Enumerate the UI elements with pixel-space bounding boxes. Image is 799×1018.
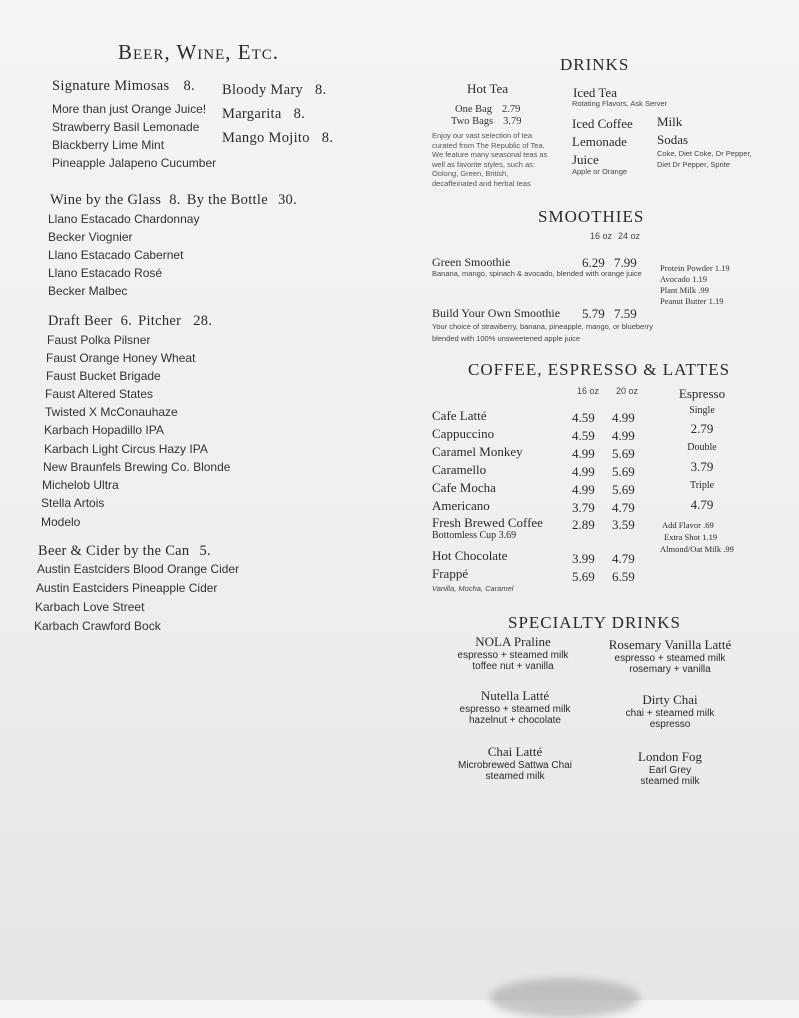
coffee-item-name: Caramello [432,462,487,477]
specialty-drink-desc: espresso [649,719,691,730]
signature-price: 8. [183,78,195,94]
specialty-drink-desc: rosemary + vanilla [629,664,711,675]
cocktail-price: 8. [315,82,327,98]
iced-tea-note: Rotating Flavors, Ask Server [572,99,668,108]
signature-label: Signature Mimosas [52,78,170,94]
coffee-extra: Extra Shot 1.19 [664,532,718,542]
pitcher-label: Pitcher [138,313,182,329]
can-item: Austin Eastciders Blood Orange Cider [37,562,240,576]
draft-item: Stella Artois [41,496,105,510]
coffee-title: COFFEE, ESPRESSO & LATTES [468,360,731,379]
specialty-drink [450,744,580,782]
frappe-name: Frappé [432,566,469,581]
draft-item: Karbach Light Circus Hazy IPA [44,442,208,456]
iced-coffee-label: Iced Coffee [572,116,633,131]
coffee-item-price: 4.99 [572,446,595,461]
wine-item: Becker Malbec [48,284,128,298]
smoothie-addon: Plant Milk .99 [660,285,709,295]
bottle-label: By the Bottle [186,192,268,208]
sodas-note: Diet Dr Pepper, Sprite [657,160,730,169]
frappe-desc: Vanilla, Mocha, Caramel [432,584,514,593]
draft-item: New Braunfels Brewing Co. Blonde [43,460,231,474]
wine-item: Llano Estacado Chardonnay [48,212,200,226]
one-bag-row [455,104,520,115]
juice-note: Apple or Orange [572,167,628,176]
wine-item: Llano Estacado Cabernet [48,248,184,262]
specialty-drink [605,749,735,787]
byo-smoothie-desc: blended with 100% unsweetened apple juice [432,334,581,343]
specialty-drink-name: NOLA Praline [475,634,551,649]
specialty-drink-desc: steamed milk [640,776,700,787]
coffee-item-price: 4.99 [572,482,595,497]
specialty-drink-desc: Earl Grey [648,765,692,776]
two-bags-row [451,116,522,127]
coffee-item-name: Fresh Brewed Coffee [432,515,543,530]
one-bag-label: One Bag [455,104,493,115]
smoothie-addon: Avocado 1.19 [660,274,708,284]
beer-wine-title: Beer, Wine, Etc. [118,40,280,64]
coffee-item-price: 5.69 [612,446,635,461]
coffee-extra: Almond/Oat Milk .99 [660,544,734,554]
draft-heading [48,313,212,330]
smoothie-size: 24 oz [618,231,641,241]
specialty-drink [448,634,578,672]
cocktail-label: Mango Mojito [222,130,310,146]
green-smoothie-price: 7.99 [614,255,637,270]
wine-heading [50,192,297,209]
wine-item: Becker Viognier [48,230,133,244]
espresso-triple-price: 4.79 [690,497,714,512]
coffee-item-price: 4.99 [612,428,635,443]
page-shadow [490,978,640,1018]
can-heading [38,543,211,560]
specialty-drink [450,688,580,726]
can-price: 5. [199,543,211,559]
draft-item: Michelob Ultra [42,478,119,492]
espresso-title: Espresso [678,386,726,401]
draft-item: Twisted X McConauhaze [45,405,178,419]
drinks-title: DRINKS [560,55,630,74]
coffee-item-price: 4.59 [572,410,595,425]
draft-item: Faust Polka Pilsner [47,333,151,347]
draft-item: Karbach Hopadillo IPA [44,423,164,437]
coffee-extra: Add Flavor .69 [662,520,714,530]
coffee-size: 16 oz [577,386,600,396]
espresso-single: Single [689,405,715,416]
specialty-drink [590,637,750,675]
wine-item: Llano Estacado Rosé [48,266,163,280]
specialty-drink-name: Nutella Latté [480,688,550,703]
coffee-size: 20 oz [616,386,639,396]
espresso-triple: Triple [689,480,715,491]
cocktail-label: Bloody Mary [222,82,304,98]
coffee-item-price: 3.59 [612,517,635,532]
coffee-item-price: 2.89 [572,517,595,532]
hot-tea-label: Hot Tea [467,81,509,96]
specialty-title: SPECIALTY DRINKS [508,613,681,632]
smoothie-addon: Peanut Butter 1.19 [660,296,724,306]
smoothie-size: 16 oz [590,231,613,241]
coffee-item-price: 4.99 [612,410,635,425]
pitcher-price: 28. [193,313,213,329]
one-bag-price: 2.79 [502,104,521,115]
draft-item: Faust Altered States [45,387,154,401]
can-item: Karbach Crawford Bock [34,619,161,633]
coffee-item-name: Caramel Monkey [432,444,523,459]
byo-smoothie-price: 7.59 [614,306,637,321]
wine-price: 8. [169,192,181,208]
draft-item: Modelo [41,515,81,529]
bottle-price: 30. [277,192,297,208]
specialty-drink-desc: espresso + steamed milk [614,653,726,664]
espresso-double: Double [687,442,717,453]
specialty-drink-desc: espresso + steamed milk [457,650,569,661]
coffee-item-name: Cappuccino [432,426,495,441]
espresso-single-price: 2.79 [690,421,714,436]
hot-chocolate-price: 4.79 [612,551,635,566]
smoothie-addon: Protein Powder 1.19 [660,263,730,273]
specialty-drink-name: Chai Latté [487,744,543,759]
can-item: Karbach Love Street [35,600,145,614]
byo-smoothie-name: Build Your Own Smoothie [432,306,561,320]
draft-item: Faust Orange Honey Wheat [46,351,196,365]
cocktail-price: 8. [321,130,334,146]
specialty-drink-desc: toffee nut + vanilla [472,661,554,672]
frappe-price: 6.59 [612,569,635,584]
cocktail-item [222,130,333,147]
lemonade-label: Lemonade [572,134,627,149]
coffee-item-price: 5.69 [612,464,635,479]
specialty-drink-desc: chai + steamed milk [625,708,715,719]
byo-smoothie-price: 5.79 [582,306,605,321]
specialty-drink-desc: steamed milk [485,771,545,782]
wine-label: Wine by the Glass [50,192,162,208]
milk-label: Milk [657,114,683,129]
specialty-drink [605,692,735,730]
iced-tea-label: Iced Tea [573,85,617,100]
cocktail-item [222,106,305,123]
signature-mimosas-heading [52,78,195,95]
coffee-item-price: 4.99 [572,464,595,479]
mimosa-item: Strawberry Basil Lemonade [52,120,200,134]
coffee-item-name: Cafe Latté [432,408,487,423]
specialty-drink-desc: Microbrewed Sattwa Chai [458,760,572,771]
two-bags-price: 3.79 [503,116,522,127]
sodas-label: Sodas [657,132,689,147]
coffee-item-price: 4.59 [572,428,595,443]
specialty-drink-name: Rosemary Vanilla Latté [608,637,732,652]
specialty-drink-name: Dirty Chai [642,692,698,707]
green-smoothie-name: Green Smoothie [432,255,511,269]
draft-price: 6. [120,313,133,329]
coffee-item-price: 5.69 [612,482,635,497]
mimosa-item: Blackberry Lime Mint [52,138,165,152]
cocktail-item [222,82,327,99]
bottomless-cup: Bottomless Cup 3.69 [432,530,517,541]
tea-description: Enjoy our vast selection of tea curated from The Republic of Tea. We feature many seasonal teas as well as favorite styles, such as: Oolong, Green, British, decaffeinated and herbal teas [432,131,548,188]
can-item: Austin Eastciders Pineapple Cider [36,581,218,595]
cocktail-price: 8. [293,106,306,122]
cocktail-label: Margarita [222,106,282,122]
frappe-price: 5.69 [572,569,595,584]
specialty-drink-name: London Fog [638,749,702,764]
green-smoothie-desc: Banana, mango, spinach & avocado, blended with orange juice [432,269,642,278]
mimosa-item: More than just Orange Juice! [52,102,207,116]
smoothies-title: SMOOTHIES [538,207,645,226]
coffee-item-price: 4.79 [612,500,635,515]
draft-item: Faust Bucket Brigade [46,369,161,383]
mimosa-item: Pineapple Jalapeno Cucumber [52,156,217,170]
coffee-item-price: 3.79 [572,500,595,515]
specialty-drink-desc: espresso + steamed milk [459,704,571,715]
byo-smoothie-desc: Your choice of strawberry, banana, pineapple, mango, or blueberry [432,322,653,331]
green-smoothie-price: 6.29 [582,255,605,270]
juice-label: Juice [572,152,599,167]
two-bags-label: Two Bags [451,116,494,127]
specialty-drink-desc: hazelnut + chocolate [468,715,561,726]
coffee-item-name: Cafe Mocha [432,480,496,495]
draft-label: Draft Beer [48,313,113,329]
can-label: Beer & Cider by the Can [38,543,190,559]
hot-chocolate-price: 3.99 [572,551,595,566]
espresso-double-price: 3.79 [690,459,714,474]
coffee-item-name: Americano [432,498,490,513]
hot-chocolate-name: Hot Chocolate [432,548,508,563]
sodas-note: Coke, Diet Coke, Dr Pepper, [657,149,752,158]
